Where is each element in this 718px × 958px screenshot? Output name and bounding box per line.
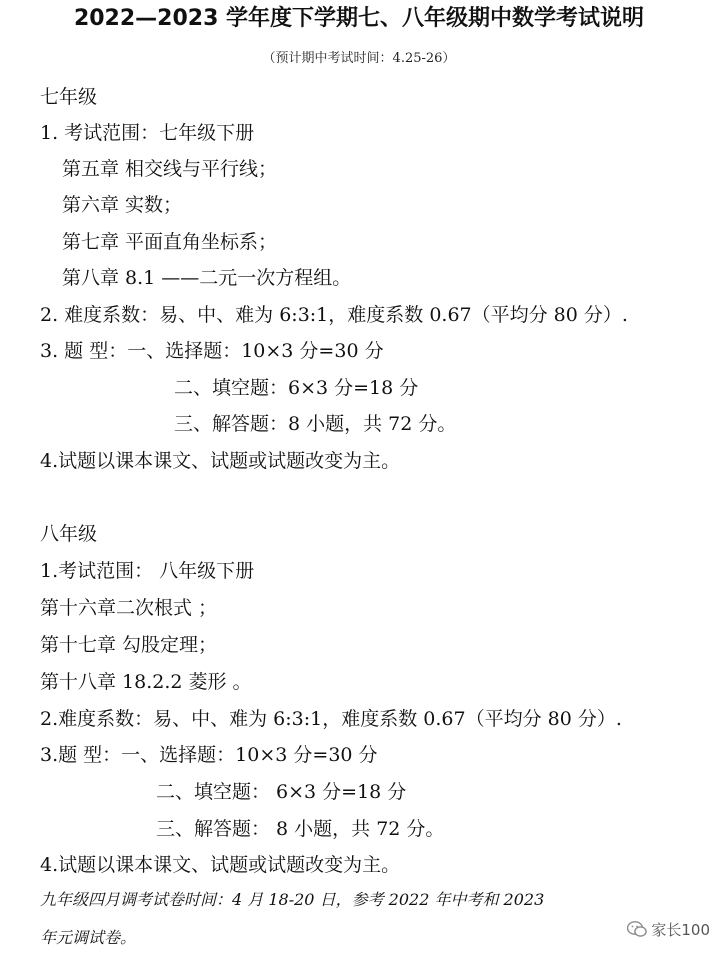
watermark — [627, 919, 710, 940]
grade9-line-1: 九年级四月调考试卷时间：4 月 18-20 日，参考 2022 年中考和 2023 — [40, 890, 545, 909]
wechat-icon — [627, 921, 647, 938]
grade8-heading: 八年级 — [40, 523, 98, 545]
grade8-difficulty: 2.难度系数：易、中、难为 6:3:1，难度系数 0.67（平均分 80 分）. — [40, 708, 622, 730]
grade8-chapter-17: 第十七章 勾股定理； — [40, 634, 218, 656]
grade7-question-type-2: 二、填空题：6×3 分=18 分 — [174, 377, 419, 399]
grade7-note: 4.试题以课本课文、试题或试题改变为主。 — [40, 450, 401, 472]
grade8-note: 4.试题以课本课文、试题或试题改变为主。 — [40, 854, 401, 876]
grade7-question-type-1: 3. 题 型：一、选择题：10×3 分=30 分 — [40, 340, 384, 362]
grade7-scope: 1. 考试范围：七年级下册 — [40, 122, 255, 144]
grade8-question-type-3: 三、解答题： 8 小题，共 72 分。 — [156, 818, 445, 840]
watermark-text: 家长100 — [651, 921, 710, 939]
grade8-chapter-16: 第十六章二次根式 ； — [40, 597, 218, 619]
grade7-difficulty: 2. 难度系数：易、中、难为 6:3:1，难度系数 0.67（平均分 80 分）. — [40, 304, 628, 326]
grade7-chapter-7: 第七章 平面直角坐标系； — [62, 231, 278, 253]
grade8-scope: 1.考试范围： 八年级下册 — [40, 560, 255, 582]
grade7-question-type-3: 三、解答题：8 小题，共 72 分。 — [174, 413, 457, 435]
page-title: 2022—2023 学年度下学期七、八年级期中数学考试说明 — [73, 6, 645, 31]
grade8-chapter-18: 第十八章 18.2.2 菱形 。 — [40, 671, 252, 693]
grade9-line-2: 年元调试卷。 — [40, 928, 137, 947]
grade7-chapter-6: 第六章 实数； — [62, 194, 183, 216]
exam-date-note: （预计期中考试时间：4.25-26） — [262, 51, 456, 66]
grade7-chapter-8: 第八章 8.1 ——二元一次方程组。 — [62, 267, 352, 289]
grade7-chapter-5: 第五章 相交线与平行线； — [62, 158, 278, 180]
grade8-question-type-2: 二、填空题： 6×3 分=18 分 — [156, 781, 407, 803]
grade8-question-type-1: 3.题 型：一、选择题：10×3 分=30 分 — [40, 744, 378, 766]
grade7-heading: 七年级 — [40, 86, 98, 108]
